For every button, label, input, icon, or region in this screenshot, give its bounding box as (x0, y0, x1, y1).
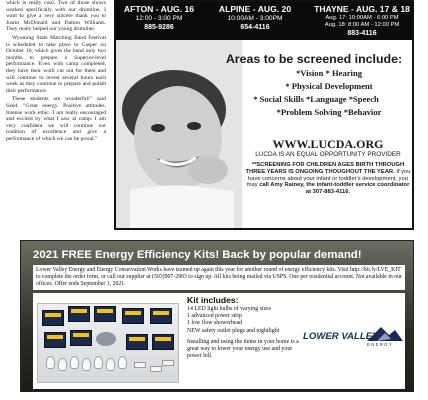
bulb-box-icon (94, 306, 116, 322)
location-hours: 10:00AM - 3:00PM (227, 15, 283, 22)
location-hours-2: Aug. 18: 8:00 AM - 12:00 PM (324, 22, 400, 28)
location-hours: Aug. 17: 10:00AM - 6:00 PM (325, 15, 399, 21)
screening-area-line: * Social Skills *Language *Speech (253, 94, 379, 104)
bulb-box-icon (42, 310, 64, 326)
article-paragraph: Wyoming State Marching Band Festival is scheduled to take place in Casper on October 16, which gives the band only two months to prepare a Superior-level performance. Even with camp completed, they have their work cut out for them and will continue to invest several hours each week as they continue to prepare and polish their performance. (6, 34, 106, 94)
energy-headline: 2021 FREE Energy Efficiency Kits! Back by popular demand! (33, 249, 362, 261)
kit-panel (33, 293, 405, 389)
location-name: AFTON - AUG. 16 (123, 4, 195, 14)
bulb-box-icon (126, 334, 148, 350)
kit-note: Installing and using the items in your home is a great way to lower your energy use and your power bill. (187, 338, 299, 360)
led-bulb-icon (70, 356, 79, 369)
outlet-plug-icon (150, 366, 162, 372)
led-bulb-icon (46, 356, 55, 369)
nightlight-icon (134, 362, 146, 368)
location-phone: 885-9286 (144, 24, 174, 31)
lower-valley-energy-logo (303, 327, 403, 351)
bulb-box-icon (150, 308, 172, 324)
website-url[interactable]: WWW.LUCDA.ORG (272, 137, 384, 151)
screening-areas (225, 52, 414, 119)
notice-bold: **SCREENING FOR CHILDREN AGES BIRTH THROUGH THREE YEARS IS ONGOING THOUGHOUT THE YEAR. (245, 162, 405, 175)
logo-wordmark: LOWER VALLEY (303, 331, 379, 342)
location-thayne (312, 4, 412, 38)
led-bulb-icon (118, 356, 127, 369)
location-name: THAYNE - AUG. 17 & 18 (314, 4, 410, 14)
location-afton (120, 4, 198, 32)
kit-item: 14 LED light bulbs of varying sizes (187, 306, 272, 312)
screening-area-line: *Vision * Hearing (295, 68, 363, 78)
location-phone: 654-4116 (240, 24, 270, 31)
kit-item: NEW safety outlet plugs and nightlight (187, 327, 280, 334)
energy-kit-ad (20, 240, 414, 392)
kit-contents (187, 295, 307, 360)
bulb-box-icon (122, 308, 144, 324)
location-name: ALPINE - AUG. 20 (218, 4, 292, 14)
article-column (6, 0, 106, 190)
screening-ad (114, 0, 414, 230)
location-alpine (212, 4, 298, 32)
bulb-box-icon (70, 330, 92, 346)
led-bulb-icon (106, 358, 115, 371)
bulb-box-icon (44, 332, 66, 348)
notice-contact: call Amy Rainey, the infant-toddler service coordinator at 307-883-4116. (259, 182, 410, 196)
bulb-box-icon (68, 306, 90, 322)
energy-intro: Lower Valley Energy and Energy Conservation Works have teamed up again this year for another round of energy efficiency kits. Visit http://bit.ly/LVE_KIT to complete the order form, or call our supplier at (503)907-2903 to sign up. All kits being mailed via USPS. One per residential account. Not available in our offices. Offer ends September 1, 2021. (33, 265, 405, 290)
notice-text: If you have concerns about your infant or toddler's development, you may (246, 168, 411, 189)
screening-headline: Areas to be screened include: (225, 52, 403, 66)
location-hours: 12:00 - 3:00 PM (135, 15, 183, 22)
logo-subtitle: ENERGY (367, 342, 394, 347)
showerhead-icon (96, 332, 116, 346)
kit-item: 1 low flow showerhead (187, 320, 243, 327)
kit-title: Kit includes: (187, 295, 239, 305)
screening-area-line: * Physical Development (285, 81, 373, 91)
kit-product-photo (37, 303, 179, 383)
location-band (116, 2, 412, 40)
child-photo (116, 40, 242, 230)
location-phone: 883-4116 (347, 30, 377, 37)
led-bulb-icon (94, 356, 103, 369)
eop-statement: LUCDA IS AN EQUAL OPPORTUNITY PROVIDER (255, 151, 401, 158)
article-paragraph: These students are wonderful!" said Sand. "Great energy. Positive attitudes. Intense work ethic. I am really encouraged and excited by what I saw at camp. I am very confident we will continue our tradition of excellence and give a performance of which we can be proud." (6, 96, 106, 142)
kit-item: 1 advanced power strip (187, 313, 242, 320)
screening-area-line: *Problem Solving *Behavior (276, 107, 382, 117)
led-bulb-icon (82, 358, 91, 371)
article-paragraph: which is really cool. Two of those shows worked specifically with our drumline. I want to give a very sincere thank you to Justin McDonald and Dalton Williams. They really helped our young drumline. (6, 0, 106, 33)
outlet-plug-icon (162, 360, 174, 366)
screening-notice (244, 162, 412, 196)
bulb-box-icon (152, 334, 174, 350)
led-bulb-icon (58, 358, 67, 371)
